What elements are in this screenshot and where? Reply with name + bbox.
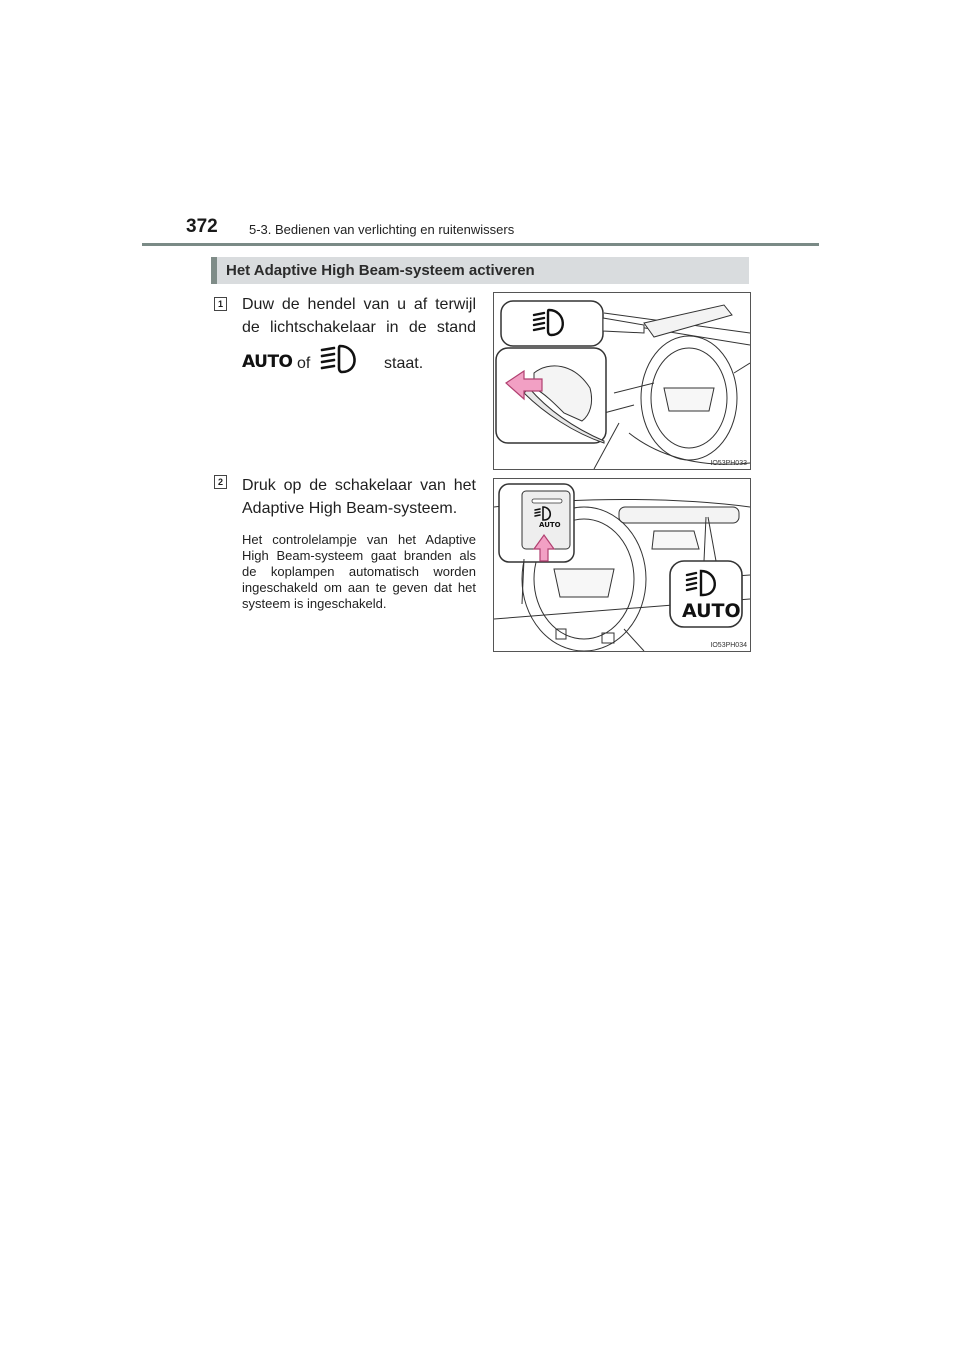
step-2-badge: 2	[214, 475, 227, 489]
step-1-text-line-3	[242, 351, 476, 377]
dashboard-illustration	[494, 479, 750, 651]
figure-code: IO53PH034	[710, 642, 747, 649]
switch-auto-label: AUTO	[539, 521, 561, 529]
headlight-callout	[501, 301, 603, 346]
heading-accent	[211, 257, 217, 284]
section-title: 5-3. Bedienen van verlichting en ruitenwissers	[249, 222, 515, 237]
section-heading: Het Adaptive High Beam-systeem activeren	[226, 262, 535, 279]
page-number: 372	[186, 216, 218, 237]
header-rule	[142, 243, 819, 246]
step-2-text-line-2: Adaptive High Beam-systeem.	[242, 500, 458, 517]
figure-lever-push	[493, 292, 751, 470]
indicator-auto-label: AUTO	[682, 600, 741, 622]
step-1-text-line-1: Duw de hendel van u af terwijl	[242, 296, 476, 313]
headlight-icon	[318, 342, 364, 376]
figure-code: IO53PH033	[710, 460, 747, 467]
step-2-note: Het controlelampje van het Adaptive High Beam-systeem gaat branden als de koplampen automatisch worden ingeschakeld om aan te geven dat het systeem is ingeschakeld.	[242, 532, 476, 611]
figure-ahb-switch	[493, 478, 751, 652]
lever-illustration	[494, 293, 750, 469]
step-2-text-line-1: Druk op de schakelaar van het	[242, 477, 476, 494]
of-word: of	[297, 355, 311, 372]
staat-word: staat.	[384, 355, 424, 372]
step-1-text-line-2: de lichtschakelaar in de stand	[242, 319, 476, 336]
step-1-badge: 1	[214, 297, 227, 311]
auto-symbol: AUTO	[242, 352, 293, 372]
